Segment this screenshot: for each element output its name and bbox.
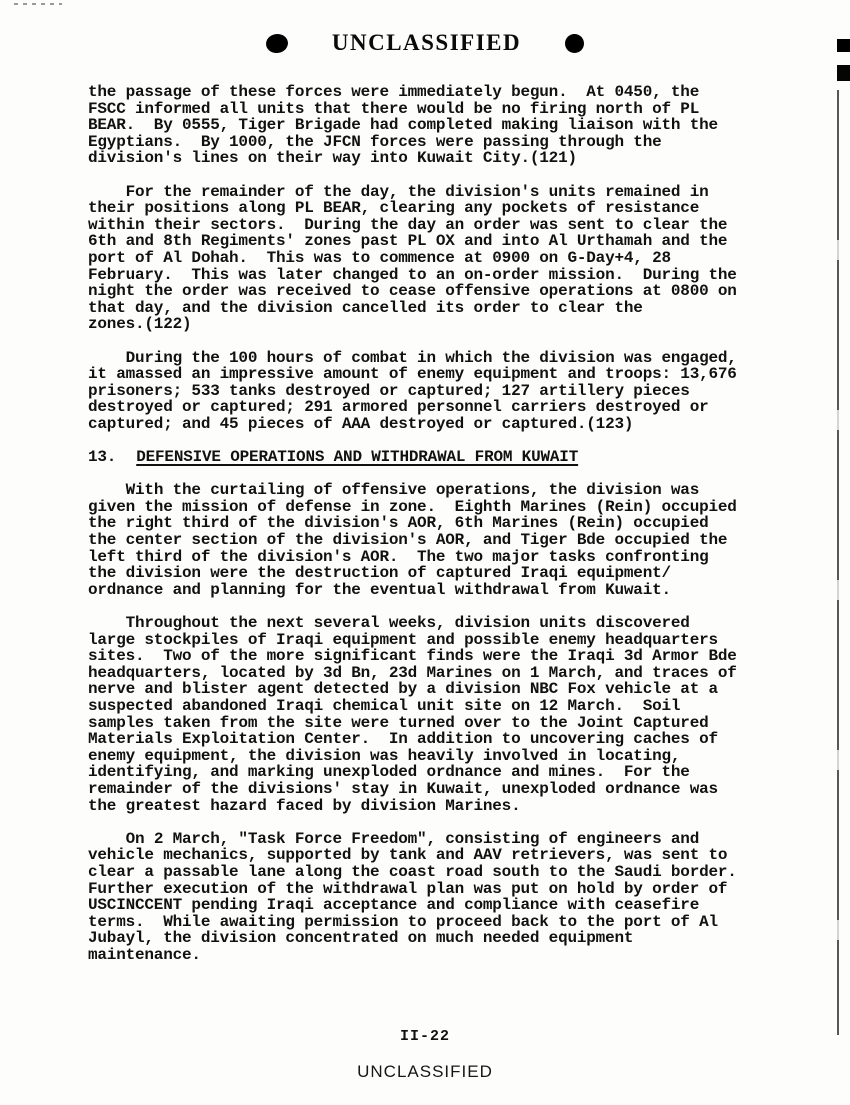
paragraph-passage-of-forces: the passage of these forces were immediately begun. At 0450, the FSCC informed all units that there would be no firing north of PL BEAR. By 0555, Tiger Brigade had completed making liaison with the Egyptians. By 1000, the JFCN forces were passing through the division's lines on their way into Kuwait City.(121) (88, 83, 718, 168)
section-heading (88, 449, 788, 466)
paragraph-100-hours-combat: During the 100 hours of combat in which the division was engaged, it amassed an impressive amount of enemy equipment and troops: 13,676 prisoners; 533 tanks destroyed or captured; 127 artillery pieces destroyed or captured; 291 armored personnel carriers destroyed or captured; and 45 pieces of AAA destroyed or captured.(123) (88, 348, 737, 433)
paragraph-stockpiles-discovered: Throughout the next several weeks, division units discovered large stockpiles of Iraqi equipment and possible enemy headquarters sites. Two of the more significant finds were the Iraqi 3d Armor Bde headquarters, located by 3d Bn, 23d Marines on 1 March, and traces of nerve and blister agent detected by a division NBC Fox vehicle at a suspected abandoned Iraqi chemical unit site on 12 March. Soil samples taken from the site were turned over to the Joint Captured Materials Exploitation Center. In addition to uncovering caches of enemy equipment, the division was heavily involved in locating, identifying, and marking unexploded ordnance and mines. For the remainder of the divisions' stay in Kuwait, unexploded ordnance was the greatest hazard faced by division Marines. (88, 614, 737, 815)
classification-footer: UNCLASSIFIED (357, 1062, 493, 1081)
page-header (0, 30, 850, 56)
page-number: II-22 (399, 1028, 450, 1045)
stamp-dot-icon (265, 32, 289, 54)
paragraph-remainder-of-day: For the remainder of the day, the division's units remained in their positions along PL BEAR, clearing any pockets of resistance within their sectors. During the day an order was sent to clear the 6th and 8th Regiments' zones past PL OX and into Al Urthamah and the port of Al Dohah. This was to commence at 0900 on G-Day+4, 28 February. This was later changed to an on-order mission. During the night the order was received to cease offensive operations at 0800 on that day, and the division cancelled its order to clear the zones.(122) (88, 182, 737, 334)
stamp-dot-icon (565, 34, 584, 53)
paragraph-defense-in-zone: With the curtailing of offensive operations, the division was given the mission of defense in zone. Eighth Marines (Rein) occupied the right third of the division's AOR, 6th Marines (Rein) occupied the center section of the division's AOR, and Tiger Bde occupied the left third of the division's AOR. The two major tasks confronting the division were the destruction of captured Iraqi equipment/ ordnance and planning for the eventual withdrawal from Kuwait. (88, 481, 737, 599)
section-title: DEFENSIVE OPERATIONS AND WITHDRAWAL FROM KUWAIT (136, 448, 579, 467)
scan-artifact-vertical-line (837, 90, 839, 1035)
paragraph-task-force-freedom: On 2 March, "Task Force Freedom", consisting of engineers and vehicle mechanics, supported by tank and AAV retrievers, was sent to clear a passable lane along the coast road south to the Saudi border. Further execution of the withdrawal plan was put on hold by order of USCINCCENT pending Iraqi acceptance and compliance with ceasefire terms. While awaiting permission to proceed back to the port of Al Jubayl, the division concentrated on much needed equipment maintenance. (88, 829, 737, 964)
scan-artifact-top-left (14, 3, 62, 5)
classification-header: UNCLASSIFIED (331, 30, 522, 55)
section-number: 13. (88, 448, 117, 467)
document-body (88, 84, 788, 980)
scan-artifact-right-bar-2 (837, 65, 850, 81)
